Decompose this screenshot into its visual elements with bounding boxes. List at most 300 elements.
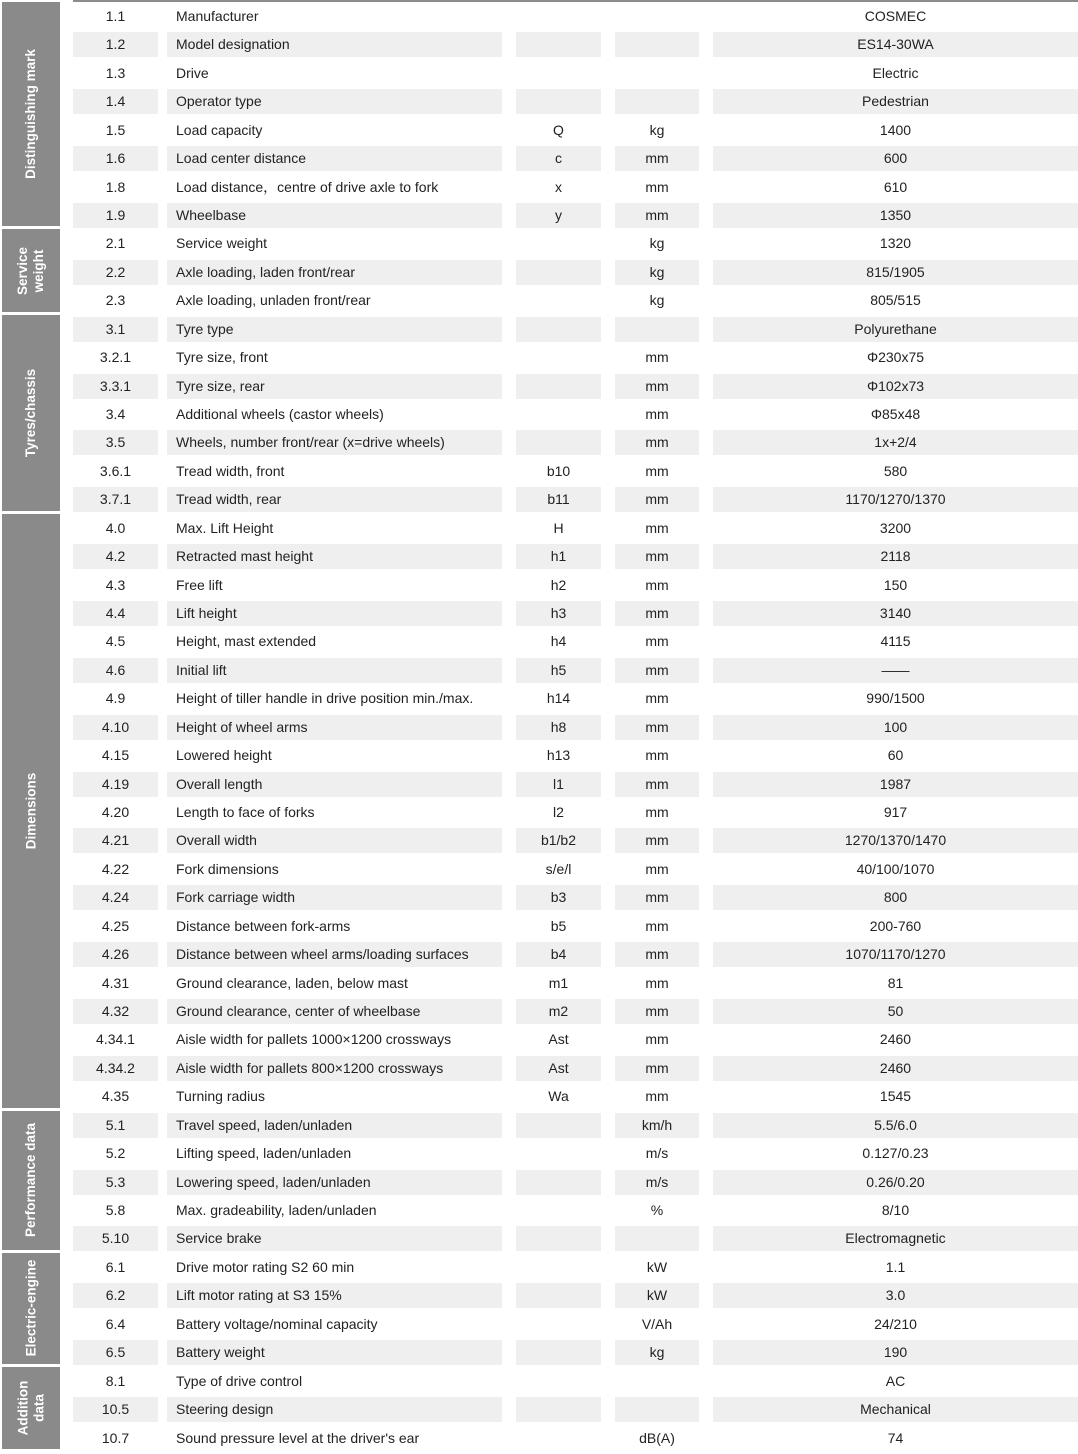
spec-number: 1.1 — [105, 8, 126, 24]
table-row — [0, 1196, 1078, 1221]
spec-value: 4115 — [880, 633, 911, 650]
spec-unit: mm — [645, 747, 669, 764]
table-row — [0, 684, 1078, 709]
section-label — [2, 514, 60, 1108]
spec-description: Type of drive control — [176, 1372, 303, 1389]
spec-symbol — [516, 317, 601, 342]
spec-value: 1545 — [879, 1088, 912, 1105]
spec-unit: mm — [645, 178, 669, 195]
table-row — [0, 1139, 1078, 1164]
table-row — [0, 59, 1078, 84]
spec-symbol: l2 — [553, 804, 564, 821]
spec-value: Φ85x48 — [870, 406, 921, 423]
spec-value: 190 — [713, 1340, 1078, 1365]
spec-symbol — [516, 430, 601, 455]
spec-symbol — [516, 1312, 601, 1337]
spec-unit: mm — [615, 885, 699, 910]
spec-unit: mm — [615, 1056, 699, 1081]
section-label-text: Performance data — [23, 1123, 39, 1238]
spec-symbol: b3 — [516, 885, 601, 910]
spec-description: Height, mast extended — [176, 633, 317, 650]
spec-description: Height of wheel arms — [167, 715, 502, 740]
spec-value: 50 — [713, 999, 1078, 1024]
table-row — [0, 372, 1078, 397]
spec-number: 1.2 — [73, 32, 158, 57]
spec-value: 1170/1270/1370 — [713, 487, 1078, 512]
section-label-text: Electric-engine — [23, 1259, 38, 1357]
spec-description: Lift motor rating at S3 15% — [167, 1283, 502, 1308]
table-row — [0, 1082, 1078, 1107]
spec-number: 5.8 — [105, 1202, 126, 1219]
spec-description: Wheelbase — [167, 203, 502, 228]
spec-symbol: b11 — [516, 487, 601, 512]
spec-description: Service weight — [176, 235, 268, 252]
spec-description: Free lift — [176, 576, 223, 593]
spec-number: 2.3 — [105, 292, 126, 309]
spec-description: Battery weight — [167, 1340, 502, 1365]
spec-symbol — [516, 1170, 601, 1195]
spec-description: Overall width — [167, 828, 502, 853]
spec-description: Tread width, rear — [167, 487, 502, 512]
spec-symbol: b4 — [516, 942, 601, 967]
spec-number: 1.9 — [73, 203, 158, 228]
table-row — [0, 116, 1078, 141]
spec-value: 2118 — [713, 544, 1078, 569]
spec-number: 4.2 — [73, 544, 158, 569]
spec-unit: V/Ah — [641, 1315, 673, 1332]
table-row — [0, 940, 1078, 965]
spec-unit: mm — [615, 146, 699, 171]
spec-unit: mm — [615, 544, 699, 569]
spec-description: Travel speed, laden/unladen — [167, 1113, 502, 1138]
spec-number: 4.24 — [73, 885, 158, 910]
spec-unit — [615, 4, 699, 29]
spec-description: Axle loading, laden front/rear — [167, 260, 502, 285]
table-row — [0, 286, 1078, 311]
spec-symbol — [516, 89, 601, 114]
table-row — [0, 87, 1078, 112]
table-row — [0, 770, 1078, 795]
spec-number: 1.5 — [105, 121, 126, 138]
spec-number: 1.8 — [105, 178, 126, 195]
spec-unit: kW — [646, 1258, 668, 1275]
spec-symbol: x — [555, 178, 562, 195]
table-row — [0, 1224, 1078, 1249]
spec-unit: mm — [615, 658, 699, 683]
spec-description: Tyre size, front — [176, 349, 268, 366]
spec-symbol: Ast — [548, 1031, 569, 1048]
spec-unit: kg — [649, 121, 665, 138]
section-label-text: Dimensions — [23, 772, 38, 849]
table-row — [0, 1253, 1078, 1278]
spec-symbol: Wa — [548, 1088, 569, 1105]
spec-value: Mechanical — [713, 1397, 1078, 1422]
table-row — [0, 485, 1078, 510]
table-row — [0, 428, 1078, 453]
spec-value: 1400 — [879, 121, 912, 138]
spec-description: Retracted mast height — [167, 544, 502, 569]
spec-unit: mm — [615, 942, 699, 967]
spec-value: 990/1500 — [866, 690, 925, 707]
spec-number: 4.34.1 — [96, 1031, 135, 1048]
table-row — [0, 969, 1078, 994]
spec-symbol: h13 — [546, 747, 571, 764]
spec-unit — [615, 1369, 699, 1394]
spec-value: 917 — [883, 804, 908, 821]
table-row — [0, 912, 1078, 937]
spec-value: 800 — [713, 885, 1078, 910]
table-row — [0, 1281, 1078, 1306]
table-row — [0, 1054, 1078, 1079]
spec-value: 805/515 — [870, 292, 921, 309]
spec-number: 4.26 — [73, 942, 158, 967]
spec-unit: mm — [615, 772, 699, 797]
spec-unit: mm — [645, 406, 669, 423]
spec-symbol — [516, 1369, 601, 1394]
spec-unit: m/s — [615, 1170, 699, 1195]
table-row — [0, 741, 1078, 766]
spec-description: Battery voltage/nominal capacity — [176, 1315, 378, 1332]
spec-symbol: l1 — [516, 772, 601, 797]
spec-unit: km/h — [615, 1113, 699, 1138]
spec-number: 10.7 — [101, 1429, 130, 1446]
spec-description: Wheels, number front/rear (x=drive wheels) — [167, 430, 502, 455]
section-label — [2, 229, 60, 311]
spec-description: Initial lift — [167, 658, 502, 683]
spec-value: 60 — [887, 747, 904, 764]
table-row — [0, 144, 1078, 169]
spec-value: 8/10 — [881, 1202, 910, 1219]
spec-value: 3140 — [713, 601, 1078, 626]
spec-symbol — [516, 345, 601, 370]
table-row — [0, 1168, 1078, 1193]
spec-value: 1987 — [713, 772, 1078, 797]
spec-value: 24/210 — [874, 1315, 917, 1332]
spec-description: Load capacity — [176, 121, 263, 138]
section-label-text: Distinguishing mark — [23, 49, 38, 180]
table-row — [0, 343, 1078, 368]
spec-number: 10.5 — [73, 1397, 158, 1422]
table-row — [0, 2, 1078, 27]
spec-description: Distance between wheel arms/loading surfaces — [167, 942, 502, 967]
spec-description: Additional wheels (castor wheels) — [176, 406, 384, 423]
spec-description: Service brake — [167, 1226, 502, 1251]
spec-symbol: y — [516, 203, 601, 228]
spec-description: Turning radius — [176, 1088, 265, 1105]
spec-symbol: b1/b2 — [516, 828, 601, 853]
spec-symbol — [516, 402, 601, 427]
table-row — [0, 571, 1078, 596]
spec-description: Axle loading, unladen front/rear — [176, 292, 371, 309]
spec-number: 6.5 — [73, 1340, 158, 1365]
spec-number: 6.2 — [73, 1283, 158, 1308]
spec-unit: dB(A) — [639, 1429, 675, 1446]
table-row — [0, 30, 1078, 55]
spec-description: Ground clearance, laden, below mast — [176, 974, 408, 991]
spec-value: 2460 — [713, 1056, 1078, 1081]
spec-number: 4.19 — [73, 772, 158, 797]
spec-number: 4.0 — [105, 519, 126, 536]
spec-unit: mm — [645, 860, 669, 877]
spec-number: 3.4 — [105, 406, 126, 423]
spec-symbol — [516, 374, 601, 399]
spec-unit: mm — [615, 601, 699, 626]
spec-value: 1320 — [879, 235, 912, 252]
spec-description: Load center distance — [167, 146, 502, 171]
spec-value: 3.0 — [713, 1283, 1078, 1308]
section-label-text: Addition data — [14, 1380, 46, 1436]
spec-number: 1.4 — [73, 89, 158, 114]
spec-number: 2.1 — [105, 235, 126, 252]
spec-number: 4.22 — [101, 860, 130, 877]
spec-unit: mm — [615, 828, 699, 853]
spec-number: 3.2.1 — [99, 349, 132, 366]
table-row — [0, 514, 1078, 539]
spec-value: 0.127/0.23 — [862, 1145, 929, 1162]
section-label — [2, 2, 60, 226]
spec-number: 3.3.1 — [73, 374, 158, 399]
spec-unit — [615, 89, 699, 114]
spec-value: Electric — [872, 64, 919, 81]
spec-number: 5.2 — [105, 1145, 126, 1162]
spec-value: 74 — [887, 1429, 904, 1446]
spec-symbol — [516, 61, 601, 86]
spec-description: Drive — [176, 64, 209, 81]
spec-unit: mm — [645, 974, 669, 991]
spec-symbol: h8 — [516, 715, 601, 740]
spec-value: Φ230x75 — [866, 349, 925, 366]
spec-number: 5.10 — [73, 1226, 158, 1251]
spec-symbol: c — [516, 146, 601, 171]
spec-number: 3.1 — [73, 317, 158, 342]
spec-value: 600 — [713, 146, 1078, 171]
spec-symbol: Q — [553, 121, 564, 138]
table-row — [0, 855, 1078, 880]
spec-description: Model designation — [167, 32, 502, 57]
spec-unit: % — [650, 1202, 664, 1219]
table-row — [0, 1367, 1078, 1392]
spec-unit: kg — [649, 235, 665, 252]
spec-description: Ground clearance, center of wheelbase — [167, 999, 502, 1024]
table-row — [0, 315, 1078, 340]
spec-description: Max. Lift Height — [176, 519, 274, 536]
spec-unit: mm — [645, 804, 669, 821]
spec-unit: mm — [615, 999, 699, 1024]
spec-description: Lifting speed, laden/unladen — [176, 1145, 352, 1162]
spec-number: 1.6 — [73, 146, 158, 171]
table-row — [0, 1424, 1078, 1449]
spec-unit — [615, 317, 699, 342]
table-row — [0, 713, 1078, 738]
spec-symbol — [516, 1340, 601, 1365]
spec-symbol — [516, 1141, 601, 1166]
spec-symbol: H — [553, 519, 564, 536]
spec-symbol — [516, 231, 601, 256]
spec-value: 1070/1170/1270 — [713, 942, 1078, 967]
spec-symbol: h14 — [546, 690, 571, 707]
table-row — [0, 400, 1078, 425]
spec-number: 4.20 — [101, 804, 130, 821]
spec-description: Lowered height — [176, 747, 272, 764]
spec-number: 5.1 — [73, 1113, 158, 1138]
spec-unit — [615, 32, 699, 57]
spec-value: 200-760 — [869, 917, 922, 934]
spec-unit: mm — [645, 917, 669, 934]
spec-symbol — [516, 1226, 601, 1251]
spec-description: Overall length — [167, 772, 502, 797]
table-row — [0, 798, 1078, 823]
spec-value: 2460 — [879, 1031, 912, 1048]
spec-value: 1270/1370/1470 — [713, 828, 1078, 853]
spec-symbol: h5 — [516, 658, 601, 683]
spec-number: 8.1 — [105, 1372, 126, 1389]
spec-unit: mm — [645, 519, 669, 536]
spec-value: COSMEC — [864, 8, 927, 24]
spec-number: 4.34.2 — [73, 1056, 158, 1081]
spec-value: Electromagnetic — [713, 1226, 1078, 1251]
spec-value: 1.1 — [885, 1258, 906, 1275]
table-row — [0, 599, 1078, 624]
spec-symbol — [516, 1283, 601, 1308]
spec-description: Load distance，centre of drive axle to fork — [176, 178, 439, 195]
spec-unit: mm — [645, 690, 669, 707]
spec-description: Operator type — [167, 89, 502, 114]
spec-description: Steering design — [167, 1397, 502, 1422]
spec-description: Aisle width for pallets 800×1200 crossways — [167, 1056, 502, 1081]
spec-symbol: m1 — [548, 974, 569, 991]
spec-value: 150 — [883, 576, 908, 593]
table-row — [0, 1395, 1078, 1420]
table-row — [0, 883, 1078, 908]
spec-unit — [615, 1226, 699, 1251]
spec-description: Distance between fork-arms — [176, 917, 351, 934]
spec-symbol — [516, 288, 601, 313]
spec-symbol: m2 — [516, 999, 601, 1024]
spec-value: 5.5/6.0 — [713, 1113, 1078, 1138]
spec-description: Max. gradeability, laden/unladen — [176, 1202, 377, 1219]
spec-value: Pedestrian — [713, 89, 1078, 114]
table-row — [0, 542, 1078, 567]
spec-number: 1.3 — [105, 64, 126, 81]
table-row — [0, 1338, 1078, 1363]
spec-unit: mm — [645, 576, 669, 593]
spec-unit: mm — [645, 1031, 669, 1048]
spec-value: 610 — [883, 178, 908, 195]
spec-unit: m/s — [645, 1145, 669, 1162]
spec-number: 6.4 — [105, 1315, 126, 1332]
spec-value: 0.26/0.20 — [713, 1170, 1078, 1195]
spec-unit: mm — [615, 430, 699, 455]
spec-value: Φ102x73 — [713, 374, 1078, 399]
spec-number: 4.5 — [105, 633, 126, 650]
spec-symbol — [516, 1255, 601, 1280]
spec-value: 3200 — [879, 519, 912, 536]
spec-unit — [615, 61, 699, 86]
table-row — [0, 457, 1078, 482]
spec-symbol: b5 — [550, 917, 567, 934]
spec-symbol — [516, 1198, 601, 1223]
section-label-text: Service weight — [14, 246, 46, 295]
spec-number: 5.3 — [73, 1170, 158, 1195]
spec-value: 580 — [883, 462, 908, 479]
spec-symbol: h3 — [516, 601, 601, 626]
spec-description: Fork carriage width — [167, 885, 502, 910]
spec-symbol — [516, 1426, 601, 1451]
spec-value: 40/100/1070 — [856, 860, 935, 877]
spec-value: ES14-30WA — [713, 32, 1078, 57]
spec-symbol: h2 — [550, 576, 567, 593]
spec-unit: kW — [615, 1283, 699, 1308]
spec-value: 100 — [713, 715, 1078, 740]
table-row — [0, 173, 1078, 198]
table-row — [0, 826, 1078, 851]
spec-value: —— — [713, 658, 1078, 683]
section-label — [2, 1367, 60, 1449]
spec-symbol: h4 — [550, 633, 567, 650]
spec-unit: mm — [645, 462, 669, 479]
spec-unit: mm — [615, 487, 699, 512]
spec-value: 1x+2/4 — [713, 430, 1078, 455]
spec-unit: mm — [645, 633, 669, 650]
spec-description: Fork dimensions — [176, 860, 279, 877]
spec-symbol — [516, 260, 601, 285]
spec-number: 4.9 — [105, 690, 126, 707]
spec-symbol: h1 — [516, 544, 601, 569]
spec-value: 815/1905 — [713, 260, 1078, 285]
spec-number: 4.25 — [101, 917, 130, 934]
spec-unit: mm — [615, 715, 699, 740]
spec-description: Tread width, front — [176, 462, 285, 479]
spec-number: 4.3 — [105, 576, 126, 593]
section-label — [2, 315, 60, 511]
spec-number: 3.7.1 — [73, 487, 158, 512]
spec-description: Tyre size, rear — [167, 374, 502, 399]
spec-description: Tyre type — [167, 317, 502, 342]
spec-description: Lowering speed, laden/unladen — [167, 1170, 502, 1195]
spec-symbol — [516, 32, 601, 57]
spec-description: Length to face of forks — [176, 804, 315, 821]
table-row — [0, 1310, 1078, 1335]
spec-unit: mm — [615, 203, 699, 228]
spec-unit — [615, 1397, 699, 1422]
spec-symbol — [516, 1397, 601, 1422]
spec-number: 3.6.1 — [99, 462, 132, 479]
spec-description: Height of tiller handle in drive position min./max. — [176, 690, 474, 707]
spec-number: 4.6 — [73, 658, 158, 683]
spec-number: 4.35 — [101, 1088, 130, 1105]
spec-number: 3.5 — [73, 430, 158, 455]
table-row — [0, 1025, 1078, 1050]
table-row — [0, 1111, 1078, 1136]
spec-description: Manufacturer — [176, 8, 259, 24]
spec-symbol — [516, 4, 601, 29]
spec-description: Drive motor rating S2 60 min — [176, 1258, 355, 1275]
spec-value: 1350 — [713, 203, 1078, 228]
spec-unit: mm — [615, 374, 699, 399]
spec-unit: mm — [645, 349, 669, 366]
spec-unit: kg — [615, 260, 699, 285]
spec-symbol: Ast — [516, 1056, 601, 1081]
spec-description: Sound pressure level at the driver's ear — [176, 1429, 420, 1446]
spec-value: 81 — [887, 974, 904, 991]
spec-unit: mm — [645, 1088, 669, 1105]
section-label — [2, 1111, 60, 1250]
table-row — [0, 627, 1078, 652]
table-row — [0, 201, 1078, 226]
spec-number: 4.32 — [73, 999, 158, 1024]
spec-number: 4.31 — [101, 974, 130, 991]
spec-description: Lift height — [167, 601, 502, 626]
